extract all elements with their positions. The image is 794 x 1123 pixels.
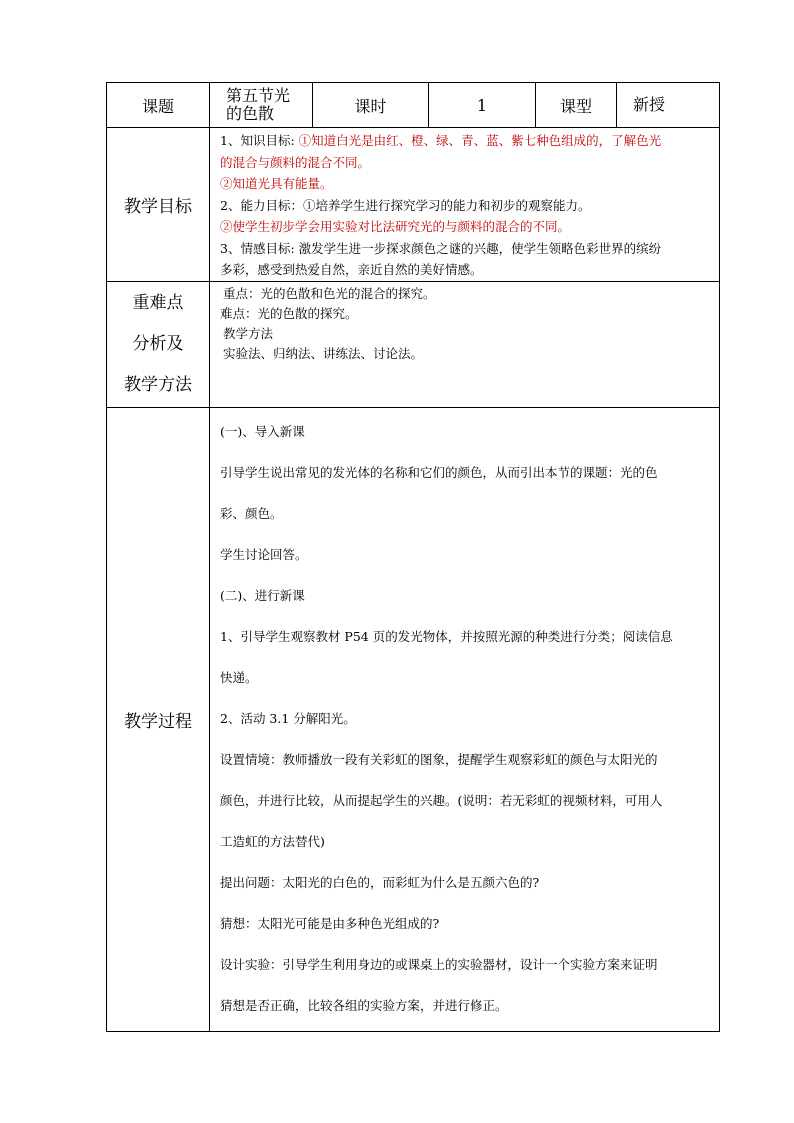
process-content [210, 407, 720, 1031]
process-line: 颜色，并进行比较，从而提起学生的兴趣。(说明：若无彩虹的视频材料，可用人 [220, 792, 663, 808]
method-text: 实验法、归纳法、讲练法、讨论法。 [223, 345, 424, 361]
ability-goal-2: ②使学生初步学会用实验对比法研究光的与颜料的混合的不同。 [220, 219, 571, 234]
process-line: 猜想：太阳光可能是由多种色光组成的? [220, 915, 440, 931]
goals-label: 教学目标 [107, 128, 210, 282]
type-label: 课型 [536, 83, 617, 128]
process-line: 快递。 [220, 669, 258, 685]
knowledge-goal-1-cont: 的混合与颜料的混合不同。 [220, 154, 371, 170]
hours-value: 1 [429, 83, 536, 128]
hours-label: 课时 [313, 83, 429, 128]
topic-label: 课题 [107, 83, 210, 128]
process-line: 2、活动 3.1 分解阳光。 [220, 710, 356, 726]
topic-value [210, 83, 313, 128]
process-label: 教学过程 [107, 407, 210, 1031]
process-line: 学生讨论回答。 [220, 546, 308, 562]
lesson-plan-table [106, 82, 720, 1032]
difficulty-content [210, 281, 720, 407]
difficulty-label-line-2: 分析及 [132, 333, 184, 354]
process-line: 设置情境：教师播放一段有关彩虹的图象，提醒学生观察彩虹的颜色与太阳光的 [220, 751, 658, 767]
process-line: 设计实验：引导学生利用身边的或课桌上的实验器材，设计一个实验方案来证明 [220, 956, 658, 972]
ability-prefix: 2、能力目标： [220, 197, 303, 213]
difficulty-label-line-1: 重难点 [132, 292, 184, 313]
process-line: 彩、颜色。 [220, 505, 283, 521]
emotion-goal-line-1: 3、情感目标: 激发学生进一步探求颜色之谜的兴趣，使学生领略色彩世界的缤纷 [220, 240, 662, 256]
knowledge-goal-1: ①知道白光是由红、橙、绿、青、蓝、紫七种色组成的，了解色光 [298, 133, 662, 148]
header-row [107, 83, 720, 128]
process-line: 猜想是否正确，比较各组的实验方案，并进行修正。 [220, 997, 508, 1013]
process-line: (一)、导入新课 [220, 423, 305, 439]
process-line: 1、引导学生观察教材 P54 页的发光物体，并按照光源的种类进行分类；阅读信息 [220, 628, 673, 644]
process-line: 工造虹的方法替代) [220, 833, 325, 849]
hard-point: 难点：光的色散的探究。 [220, 305, 358, 321]
method-title: 教学方法 [223, 325, 274, 341]
difficulty-row [107, 281, 720, 407]
process-line: (二)、进行新课 [220, 587, 305, 603]
ability-goal [220, 195, 715, 217]
process-line: 提出问题：太阳光的白色的，而彩虹为什么是五颜六色的? [220, 874, 540, 890]
knowledge-prefix: 1、知识目标: [220, 133, 299, 148]
topic-line-1: 第五节光 [226, 86, 291, 105]
difficulty-label [107, 281, 210, 407]
goals-row [107, 128, 720, 282]
process-line: 引导学生说出常见的发光体的名称和它们的颜色，从而引出本节的课题：光的色 [220, 464, 658, 480]
topic-line-2: 的色散 [226, 104, 275, 123]
knowledge-goal [220, 130, 715, 152]
type-value: 新授 [617, 83, 720, 128]
process-row [107, 407, 720, 1031]
goals-content [210, 128, 720, 282]
knowledge-goal-2: ②知道光具有能量。 [220, 176, 333, 191]
difficulty-label-line-3: 教学方法 [124, 374, 192, 395]
key-point: 重点：光的色散和色光的混合的探究。 [223, 285, 436, 301]
emotion-goal-line-2: 多彩，感受到热爱自然，亲近自然的美好情感。 [220, 262, 483, 277]
ability-goal-1: ①培养学生进行探究学习的能力和初步的观察能力。 [302, 197, 591, 213]
